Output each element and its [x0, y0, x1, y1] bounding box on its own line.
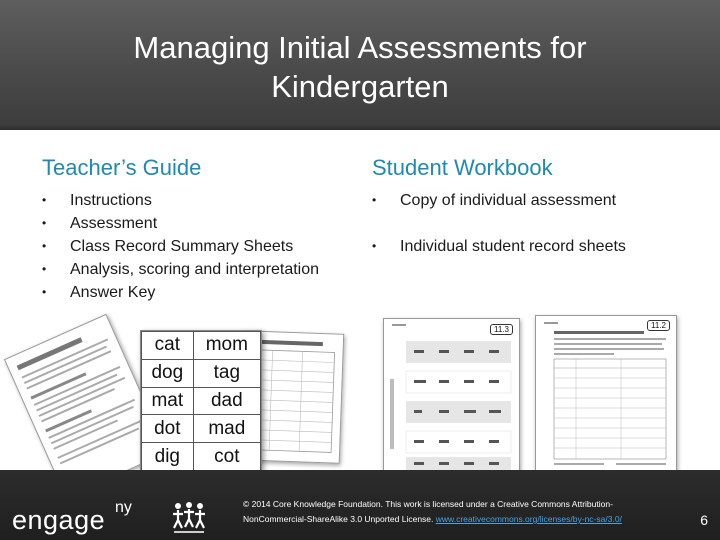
license-line-2-text: NonCommercial-ShareAlike 3.0 Unported License.: [243, 514, 434, 524]
bullet-icon: •: [372, 239, 377, 253]
list-item-label: Assessment: [70, 215, 158, 232]
slide-title-line-2: Kindergarten: [271, 69, 449, 104]
engageny-logo-suffix: ny: [115, 499, 132, 516]
table-row: [142, 359, 261, 387]
list-item-label: Class Record Summary Sheets: [70, 238, 294, 255]
license-notice: [243, 497, 663, 527]
license-link[interactable]: www.creativecommons.org/licenses/by-nc-sa/3.0/: [435, 514, 622, 524]
workbook-page-badge: 11.3: [490, 324, 513, 335]
slide-title: [40, 28, 680, 106]
table-cell: dot: [142, 415, 194, 443]
kids-logo-icon: [168, 500, 210, 536]
table-row: [142, 415, 261, 443]
table-cell: tag: [193, 359, 260, 387]
student-workbook-heading: Student Workbook: [372, 155, 553, 180]
bullet-icon: •: [42, 193, 47, 207]
workbook-page-badge: 11.2: [647, 320, 670, 331]
list-item: [372, 189, 692, 235]
list-item-label: Individual student record sheets: [400, 238, 626, 255]
table-cell: cot: [193, 443, 260, 471]
table-cell: dad: [193, 387, 260, 415]
bullet-icon: •: [42, 262, 47, 276]
list-item: [372, 235, 692, 258]
list-item: [42, 189, 362, 212]
bullet-icon: •: [42, 285, 47, 299]
table-cell: dig: [142, 443, 194, 471]
list-item: [42, 235, 362, 258]
list-item: [42, 258, 362, 281]
workbook-word-grid: [384, 319, 519, 474]
table-cell: cat: [142, 332, 194, 360]
table-cell: mad: [193, 415, 260, 443]
license-line-1: © 2014 Core Knowledge Foundation. This work is licensed under a Creative Commons Attribution-: [243, 499, 613, 509]
bullet-icon: •: [42, 216, 47, 230]
table-row: [142, 332, 261, 360]
table-cell: mom: [193, 332, 260, 360]
workbook-record-sheet: [536, 316, 676, 476]
workbook-page-thumbnail-2: [535, 315, 677, 477]
table-cell: dog: [142, 359, 194, 387]
student-workbook-list: [372, 189, 692, 258]
teachers-guide-list: [42, 189, 362, 304]
page-number: 6: [700, 512, 708, 528]
slide-title-line-1: Managing Initial Assessments for: [133, 30, 587, 65]
engageny-logo: engage: [12, 505, 106, 535]
list-item: [42, 212, 362, 235]
workbook-page-thumbnail-1: [383, 318, 520, 475]
list-item-label: Answer Key: [70, 284, 156, 301]
table-row: [142, 443, 261, 471]
word-reading-table: [140, 330, 262, 472]
table-row: [142, 387, 261, 415]
bullet-icon: •: [42, 239, 47, 253]
bullet-icon: •: [372, 193, 377, 207]
teachers-guide-heading: Teacher’s Guide: [42, 155, 202, 180]
list-item-label: Instructions: [70, 192, 152, 209]
list-item: [42, 281, 362, 304]
list-item-label: Copy of individual assessment: [400, 192, 617, 209]
license-line-2: [243, 512, 663, 527]
table-cell: mat: [142, 387, 194, 415]
list-item-label: Analysis, scoring and interpretation: [70, 261, 320, 278]
